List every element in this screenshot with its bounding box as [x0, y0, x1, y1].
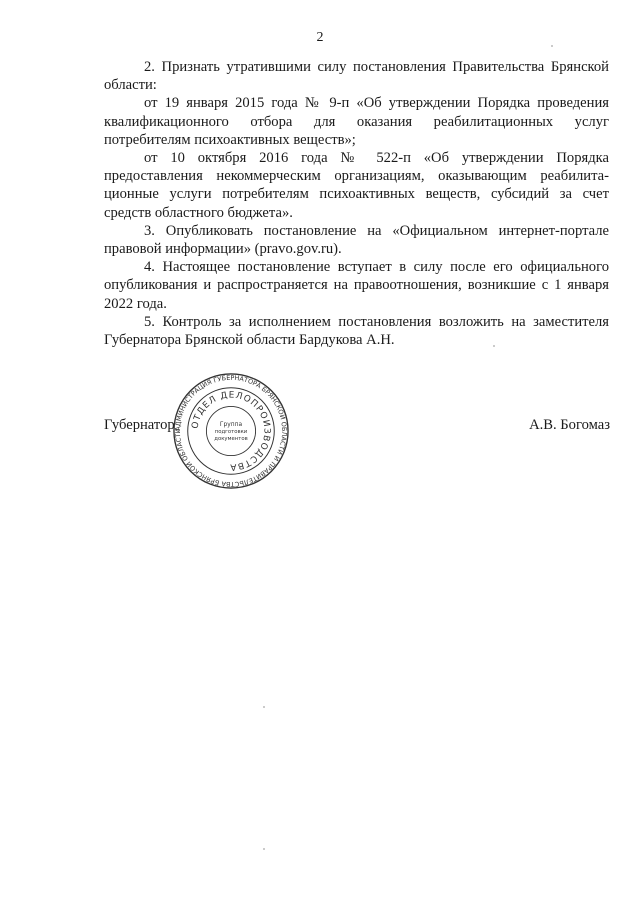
- scan-speck: [263, 706, 265, 708]
- paragraph-repeal: 2. Признать утратившими силу постановления Правительства Брянской области:: [104, 59, 609, 94]
- seal-center-line-1: Группа: [219, 422, 243, 429]
- seal-inner-text: ОТДЕЛ ДЕЛОПРОИЗВОДСТВА: [190, 390, 272, 472]
- paragraph-effective-date: 4. Настоящее постановление вступает в силу после его официального опубликования и распространяется на правоотношения, возникшие с 1 января 2022 года.: [104, 259, 609, 312]
- paragraph-repeal-item-1: от 19 января 2015 года № 9-п «Об утверждении Порядка проведения квалификационного отбора для оказания реабилитационных услуг потребителям психоактивных веществ»;: [104, 95, 609, 148]
- page-number: 2: [316, 30, 324, 45]
- seal-outer-text: АДМИНИСТРАЦИЯ ГУБЕРНАТОРА БРЯНСКОЙ ОБЛАСТИ И ПРАВИТЕЛЬСТВА БРЯНСКОЙ ОБЛАСТИ: [173, 373, 289, 489]
- scan-speck: [263, 848, 265, 850]
- scan-speck: [551, 45, 553, 47]
- scan-speck: [493, 345, 495, 347]
- paragraph-control: 5. Контроль за исполнением постановления возложить на заместителя Губернатора Брянской области Бардукова А.Н.: [104, 313, 609, 349]
- paragraph-repeal-item-2: от 10 октября 2016 года № 522-п «Об утверждении Порядка предоставления некоммерческим организациям, оказывающим реабилита-ционные услуги потребителям психоактивных веществ, субсидий за счет средств областного бюджета».: [104, 150, 609, 221]
- signer-title: Губернатор: [104, 417, 175, 433]
- seal-center-line-2: подготовки: [214, 428, 248, 435]
- seal-center-line-3: документов: [214, 435, 248, 442]
- signer-name: А.В. Богомаз: [529, 417, 610, 433]
- official-seal-stamp: [172, 372, 290, 490]
- paragraph-publish: 3. Опубликовать постановление на «Официальном интернет-портале правовой информации» (pravo.gov.ru).: [104, 222, 609, 258]
- document-body: [104, 58, 609, 349]
